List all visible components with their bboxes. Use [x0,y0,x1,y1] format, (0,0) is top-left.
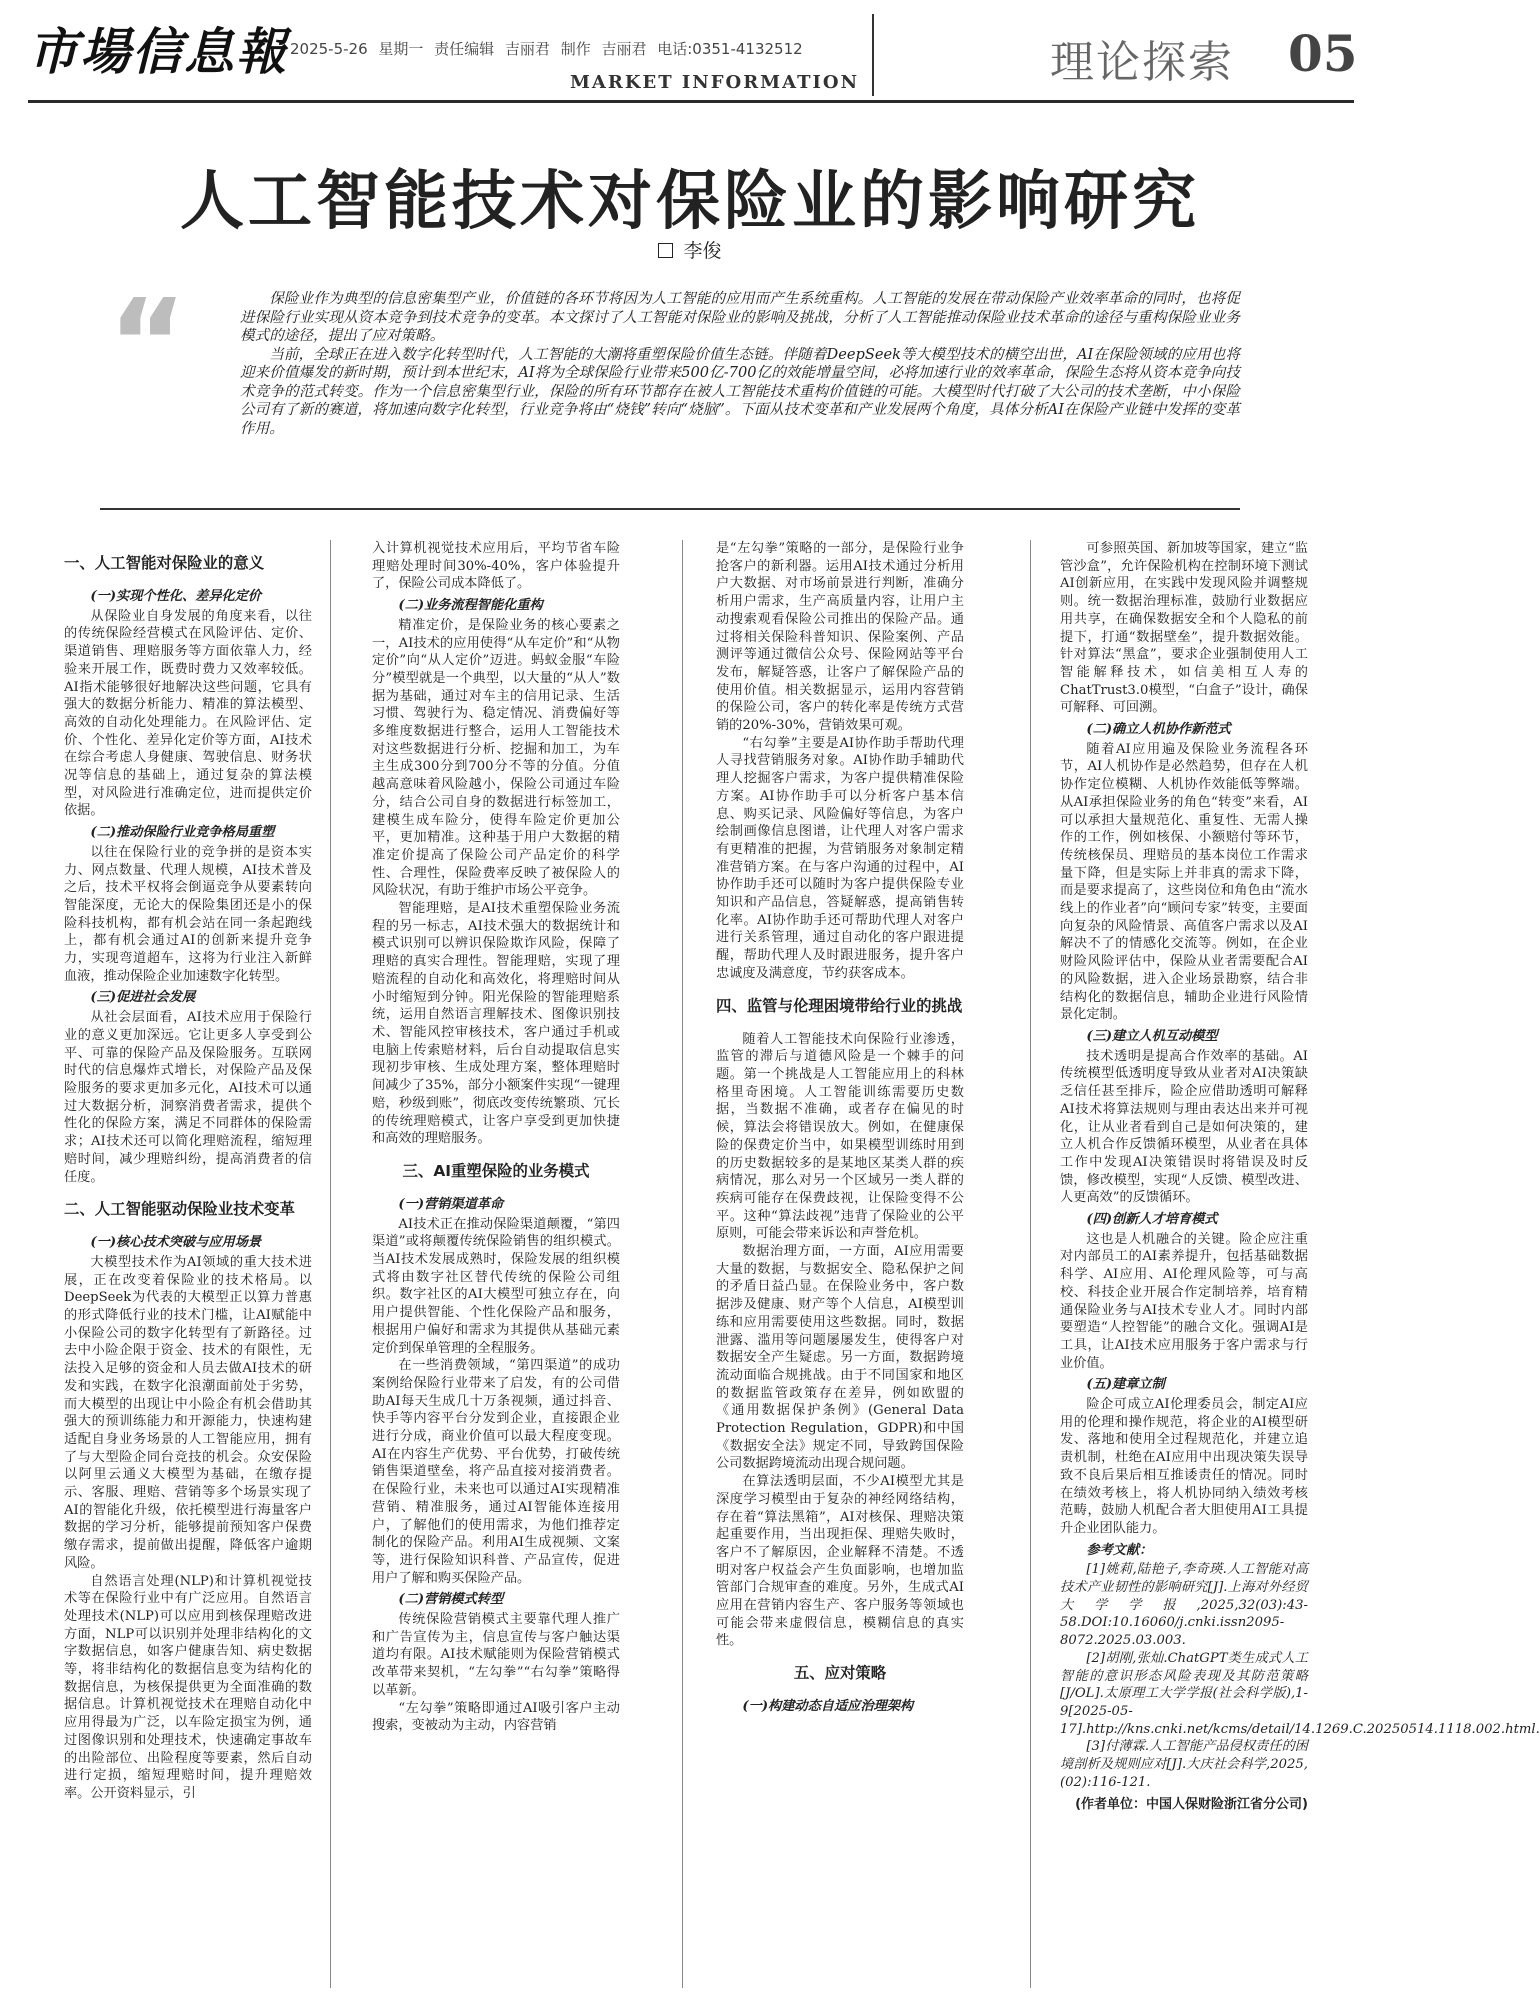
section-heading: 一、人工智能对保险业的意义 [64,554,265,572]
masthead [0,0,1380,100]
column-divider [1030,540,1031,1988]
body-paragraph: 精准定价，是保险业务的核心要素之一，AI技术的应用使得“从车定价”和“从物定价”向“从人定价”迈进。蚂蚁金服“车险分”模型就是一个典型，以大量的“从人”数据为基础，通过对车主的信用记录、生活习惯、驾驶行为、稳定情况、消费偏好等多维度数据进行整合，运用人工智能技术对这些数据进行分析、挖掘和加工，为车主生成300分到700分不等的分值。分值越高意味着风险越小，保险公司通过车险分，结合公司自身的数据进行标签加工，建模生成车险分，使得车险定价更加公平，更加精准。这种基于用户大数据的精准定价提高了保险公司产品定价的科学性、合理性，保险费率反映了被保险人的风险状况，有助于维护市场公平竞争。 [372,617,620,899]
body-paragraph: 智能理赔，是AI技术重塑保险业务流程的另一标志，AI技术强大的数据统计和模式识别可以辨识保险欺诈风险，保障了理赔的真实合理性。智能理赔，实现了理赔流程的自动化和高效化，将理赔时间从小时缩短到分钟。阳光保险的智能理赔系统，运用自然语言理解技术、图像识别技术、智能风控审核技术，客户通过手机或电脑上传索赔材料，后台自动提取信息实现初步审核、生成处理方案，整体理赔时间减少了35%，部分小额案件实现“一键理赔，秒级到账”，彻底改变传统繁琐、冗长的传统理赔模式，让客户享受到更加快捷和高效的理赔服务。 [372,901,620,1147]
abstract-paragraph: 当前，全球正在进入数字化转型时代，人工智能的大潮将重塑保险价值生态链。伴随着DeepSeek等大模型技术的横空出世，AI在保险领域的应用也将迎来价值爆发的新时期，预计到本世纪末，AI将为全球保险行业带来500亿-700亿的效能增量空间，必将加速行业的效率革命，保险生态将从资本竞争向技术竞争的范式转变。作为一个信息密集型行业，保险的所有环节都存在被人工智能技术重构价值链的可能。大模型时代打破了大公司的技术垄断，中小保险公司有了新的赛道，将加速向数字化转型，行业竞争将由“烧钱”转向“烧脑”。下面从技术变革和产业发展两个角度，具体分析AI在保险产业链中发挥的变革作用。 [240,345,1240,437]
body-paragraph: 从社会层面看，AI技术应用于保险行业的意义更加深远。它让更多人享受到公平、可靠的保险产品及保险服务。互联网时代的信息爆炸式增长，对保险产品及保险服务的要求更加多元化，AI技术可以通过大数据分析，洞察消费者需求，提供个性化的保险方案，满足不同群体的保险需求；AI技术还可以简化理赔流程，缩短理赔时间，减少理赔纠纷，提高消费者的信任度。 [64,1010,312,1185]
abstract [240,290,1240,438]
body-paragraph: 传统保险营销模式主要靠代理人推广和广告宣传为主，信息宣传与客户触达渠道均有限。AI技术赋能则为保险营销模式改革带来契机，“左勾拳”“右勾拳”策略得以革新。 [372,1612,620,1698]
subsection-heading: (一)实现个性化、差异化定价 [90,589,262,604]
body-paragraph: 入计算机视觉技术应用后，平均节省车险理赔处理时间30%-40%，客户体验提升了，保险公司成本降低了。 [372,541,620,592]
page-number: 05 [1288,24,1358,83]
issue-meta: 2025-5-26 星期一 责任编辑 吉丽君 制作 吉丽君 电话:0351-4132512 [290,40,803,58]
body-paragraph: 在一些消费领域，“第四渠道”的成功案例给保险行业带来了启发，有的公司借助AI每天生成几十万条视频，通过抖音、快手等内容平台分发到企业，直接跟企业进行分成，商业价值可以最大程度变现。AI在内容生产优势、平台优势，打破传统销售渠道壁垒，将产品直接对接消费者。在保险行业，未来也可以通过AI实现精准营销、精准服务，通过AI智能体连接用户，了解他们的使用需求，为他们推荐定制化的保险产品。利用AI生成视频、文案等，进行保险知识科普、产品宣传，促进用户了解和购买保险产品。 [372,1358,620,1586]
references-heading: 参考文献： [1086,1542,1153,1558]
header-divider [872,14,874,96]
author-name: 李俊 [683,240,722,262]
subsection-heading: (一)核心技术突破与应用场景 [90,1235,262,1251]
byline-box-icon [658,243,673,258]
section-heading: 五、应对策略 [793,1664,887,1683]
abstract-rule [100,508,1240,510]
column-divider [682,540,683,1988]
body-paragraph: 随着人工智能技术向保险行业渗透，监管的滞后与道德风险是一个棘手的问题。第一个挑战是人工智能应用上的科林格里奇困境。人工智能训练需要历史数据，当数据不准确，或者存在偏见的时候，算法会将错误放大。例如，在健康保险的保费定价当中，如果模型训练时用到的历史数据较多的是某地区某类人群的疾病情况，那么对另一个区域另一类人群的疾病可能存在保费歧视，让保险变得不公平。这种“算法歧视”违背了保险业的公平原则，可能会带来诉讼和声誉危机。 [716,1031,964,1242]
newspaper-logo: 市場信息報 [28,22,288,81]
body-paragraph: AI技术正在推动保险渠道颠覆，“第四渠道”或将颠覆传统保险销售的组织模式。当AI技术发展成熟时，保险发展的组织模式将由数字社区替代传统的保险公司组织。数字社区的AI大模型可独立存在，向用户提供智能、个性化保险产品和服务，根据用户偏好和需求为其提供从基础元素定价到保单管理的全程服务。 [372,1216,620,1356]
article-title: 人工智能技术对保险业的影响研究 [180,165,1200,239]
reference-item: [3]付薄霖.人工智能产品侵权责任的困境剖析及规则应对[J].大庆社会科学,2025,(02):116-121. [1060,1739,1308,1790]
reference-item: [2]胡刚,张灿.ChatGPT类生成式人工智能的意识形态风险表现及其防范策略[J/OL].太原理工大学学报(社会科学版),1-9[2025-05-17].http://kns.cnki.net/kcms/detail/14.1269.C.20250514.1118.002.html. [1060,1650,1540,1737]
section-heading: 二、人工智能驱动保险业技术变革 [64,1200,295,1219]
body-paragraph: 是“左勾拳”策略的一部分，是保险行业争抢客户的新利器。运用AI技术通过分析用户大数据、对市场前景进行判断，准确分析用户需求，生产高质量内容，让用户主动搜索观看保险公司推出的保险产品。通过将相关保险科普知识、保险案例、产品测评等通过微信公众号、保险网站等平台发布，解疑答惑，让客户了解保险产品的使用价值。相关数据显示，运用内容营销的保险公司，客户的转化率是传统方式营销的20%-30%，营销效果可观。 [716,541,964,734]
section-heading: 三、AI重塑保险的业务模式 [402,1161,590,1180]
subsection-heading: (二)营销模式转型 [398,1592,504,1608]
subsection-heading: (五)建章立制 [1086,1377,1165,1393]
body-paragraph: 随着AI应用遍及保险业务流程各环节，AI人机协作是必然趋势，但存在人机协作定位模糊、人机协作效能低等弊端。从AI承担保险业务的角色“转变”来看，AI可以承担大量规范化、重复性、无需人操作的工作，例如核保、小额赔付等环节，传统核保员、理赔员的基本岗位工作需求量下降，但是实际上并非真的需求下降，而是要求提高了，这些岗位和角色由“流水线上的作业者”向“顾问专家”转变，主要面向复杂的风险情景、高值客户需求以及AI解决不了的情感化交流等。例如，在企业财险风险评估中，保险从业者需要配合AI的风险数据，进入企业场景勘察，结合非结构化的数据信息，辅助企业进行风险情景化定制。 [1060,741,1308,1023]
subsection-heading: (三)建立人机互动模型 [1086,1028,1218,1044]
section-heading: 四、监管与伦理困境带给行业的挑战 [716,996,963,1015]
body-paragraph: “左勾拳”策略即通过AI吸引客户主动搜索，变被动为主动，内容营销 [372,1700,620,1734]
column-1 [64,540,312,1990]
subsection-heading: (二)业务流程智能化重构 [398,598,543,614]
quote-mark-icon: “ [108,275,187,414]
byline [0,236,1380,263]
column-2 [372,540,620,1990]
body-paragraph: 这也是人机融合的关键。险企应注重对内部员工的AI素养提升，包括基础数据科学、AI应用、AI伦理风险等，可与高校、科技企业开展合作定制培养，培育精通保险业务与AI技术专业人才。同时内部要塑造“人控智能”的融合文化。强调AI是工具，让AI技术应用服务于客户需求与行业价值。 [1060,1231,1308,1371]
body-paragraph: 以往在保险行业的竞争拼的是资本实力、网点数量、代理人规模，AI技术普及之后，技术平权将会倒逼竞争从要素转向智能深度，无论大的保险集团还是小的保险科技机构，都有机会站在同一条起跑线上，都有机会通过AI的创新来提升竞争力，实现弯道超车，这将为行业注入新鲜血液，推动保险企业加速数字化转型。 [64,844,312,984]
subsection-heading: (一)营销渠道革命 [398,1196,504,1212]
english-name: MARKET INFORMATION [570,72,860,93]
column-4 [1060,540,1540,1990]
column-divider [330,540,331,1988]
body-paragraph: “右勾拳”主要是AI协作助手帮助代理人寻找营销服务对象。AI协作助手辅助代理人挖掘客户需求，为客户提供精准保险方案。AI协作助手可以分析客户基本信息、购买记录、风险偏好等信息，为客户绘制画像信息图谱，让代理人对客户需求有更精准的把握，为营销服务对象制定精准营销方案。在与客户沟通的过程中，AI协作助手还可以随时为客户提供保险专业知识和产品信息，答疑解惑，提高销售转化率。AI协作助手还可帮助代理人对客户进行关系管理，通过自动化的客户跟进提醒，帮助代理人及时跟进服务，提升客户忠诚度及满意度，节约获客成本。 [716,735,964,981]
body-paragraph: 自然语言处理(NLP)和计算机视觉技术等在保险行业中有广泛应用。自然语言处理技术(NLP)可以应用到核保理赔改进方面，NLP可以识别并处理非结构化的文字数据信息，如客户健康告知、病史数据等，将非结构化的数据信息变为结构化的数据信息，为核保提供更为全面准确的数据信息。计算机视觉技术在理赔自动化中应用得最为广泛，以车险定损宝为例，通过图像识别和处理技术，快速确定事故车的出险部位、出险程度等要素，然后自动进行定损，缩短理赔时间，提升理赔效率。公开资料显示，引 [64,1573,312,1801]
body-paragraph: 技术透明是提高合作效率的基础。AI传统模型低透明度导致从业者对AI决策缺乏信任甚至排斥，险企应借助透明可解释AI技术将算法规则与理由表达出来并可视化，让从业者看到自己是如何决策的，建立人机合作反馈循环模型，从业者在具体工作中发现AI决策错误时将错误及时反馈，修改模型，实现“人反馈、模型改进、人更高效”的反馈循环。 [1060,1048,1308,1206]
header-rule [28,100,1354,103]
author-affiliation: (作者单位：中国人保财险浙江省分公司) [1075,1796,1308,1812]
subsection-heading: (二)确立人机协作新范式 [1086,722,1231,738]
section-name: 理论探索 [1050,37,1234,88]
body-paragraph: 大模型技术作为AI领域的重大技术进展，正在改变着保险业的技术格局。以DeepSeek为代表的大模型正以算力普惠的形式降低行业的技术门槛，让AI赋能中小保险公司的数字化转型有了新路径。过去中小险企限于资金、技术的有限性，无法投入足够的资金和人员去做AI技术的研发和实践，在数字化浪潮面前处于劣势，而大模型的出现让中小险企有机会借助其强大的预训练能力和开源能力，快速构建适配自身业务场景的人工智能应用，拥有了与大型险企同台竞技的机会。众安保险以阿里云通义大模型为基础，在缴存提示、客服、理赔、营销等多个场景实现了AI的智能化升级，依托模型进行海量客户数据的学习分析，能够提前预知客户保费缴存需求，提前做出提醒，降低客户逾期风险。 [64,1254,312,1571]
body-paragraph: 可参照英国、新加坡等国家，建立“监管沙盒”，允许保险机构在控制环境下测试AI创新应用，在实践中发现风险并调整规则。统一数据治理标准，鼓励行业数据应用共享，在确保数据安全和个人隐私的前提下，打通“数据壁垒”，提升数据效能。针对算法“黑盒”，要求企业强制使用人工智能解释技术，如信美相互人寿的ChatTrust3.0模型，“白盒子”设计，确保可解释、可回溯。 [1060,541,1308,716]
subsection-heading: (三)促进社会发展 [90,990,196,1006]
subsection-heading: (四)创新人才培育模式 [1086,1212,1218,1228]
body-paragraph: 从保险业自身发展的角度来看，以往的传统保险经营模式在风险评估、定价、渠道销售、理赔服务等方面依靠人力，经验来开展工作，既费时费力又效率较低。AI指术能够很好地解决这些问题，它具有强大的数据分析能力、精准的算法模型、高效的自动化处理能力。在风险评估、定价、个性化、差异化定价等方面，AI技术在综合考虑人身健康、驾驶信息、财务状况等信息的基础上，通过复杂的算法模型，对风险进行准确定位，进而提供定价依据。 [64,608,312,819]
subsection-heading: (一)构建动态自适应治理架构 [742,1699,914,1715]
reference-item: [1]姚莉,陆艳子,李奇瑛.人工智能对高技术产业韧性的影响研究[J].上海对外经贸大学学报,2025,32(03):43-58.DOI:10.16060/j.cnki.issn2095-8072.2025.03.003. [1060,1562,1308,1649]
body-paragraph: 险企可成立AI伦理委员会，制定AI应用的伦理和操作规范，将企业的AI模型研发、落地和使用全过程规范化，并建立追责机制，杜绝在AI应用中出现决策失误导致不良后果后相互推诿责任的情况。同时在绩效考核上，将人机协同纳入绩效考核范畴，鼓励人机配合者大胆使用AI工具提升企业团队能力。 [1060,1397,1308,1536]
abstract-paragraph: 保险业作为典型的信息密集型产业，价值链的各环节将因为人工智能的应用而产生系统重构。人工智能的发展在带动保险产业效率革命的同时，也将促进保险行业实现从资本竞争到技术竞争的变革。本文探讨了人工智能对保险业的影响及挑战，分析了人工智能推动保险业技术革命的途径与重构保险业业务模式的途径，提出了应对策略。 [240,290,1240,344]
body-paragraph: 在算法透明层面，不少AI模型尤其是深度学习模型由于复杂的神经网络结构，存在着“算法黑箱”，AI对核保、理赔决策起重要作用，当出现拒保、理赔失败时，客户不了解原因，企业解释不清楚。不透明对客户权益会产生负面影响，也增加监管部门合规审查的难度。另外，生成式AI应用在营销内容生产、客户服务等领域也可能会带来虚假信息，模糊信息的真实性。 [716,1474,964,1649]
body-paragraph: 数据治理方面，一方面，AI应用需要大量的数据，与数据安全、隐私保护之间的矛盾日益凸显。在保险业务中，客户数据涉及健康、财产等个人信息，AI模型训练和应用需要使用这些数据。同时，数据泄露、滥用等问题屡屡发生，使得客户对数据安全产生疑虑。另一方面，数据跨境流动面临合规挑战。由于不同国家和地区的数据监管政策存在差异，例如欧盟的《通用数据保护条例》(General Data Protection Regulation，GDPR)和中国《数据安全法》规定不同，导致跨国保险公司数据跨境流动出现合规问题。 [716,1244,964,1472]
column-3 [716,540,964,1990]
subsection-heading: (二)推动保险行业竞争格局重塑 [90,825,275,841]
